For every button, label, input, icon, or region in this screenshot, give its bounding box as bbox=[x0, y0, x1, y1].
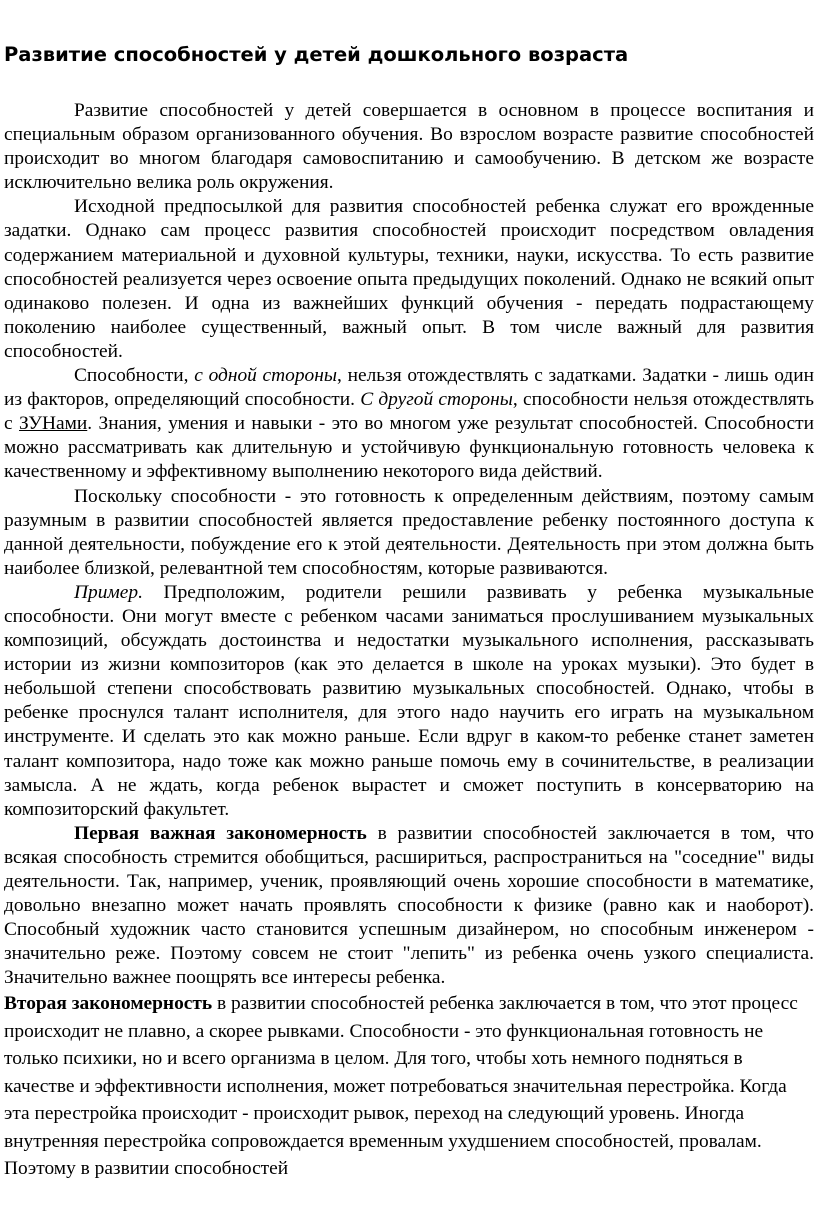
paragraph-3 bbox=[4, 364, 814, 484]
zun-link[interactable]: ЗУНами bbox=[19, 413, 88, 435]
paragraph-1: Развитие способностей у детей совершается в основном в процессе воспитания и специальным образом организованного обучения. Во взрослом возрасте развитие способностей происходит во многом благодаря самовоспитанию и самообучению. В детском же возрасте исключительно велика роль окружения. bbox=[4, 100, 814, 194]
paragraph-3-text-1: Способности, bbox=[74, 365, 195, 387]
paragraph-3-emphasis-2: С другой стороны bbox=[360, 389, 513, 411]
paragraph-6 bbox=[4, 822, 814, 991]
paragraph-3-text-3: , способности нельзя отождествлять с bbox=[4, 389, 815, 435]
paragraph-3-emphasis-1: с одной стороны bbox=[194, 365, 338, 387]
example-label: Пример. bbox=[74, 581, 143, 603]
document-title: Развитие способностей у детей дошкольного возраста bbox=[4, 43, 629, 66]
paragraph-3-text-2: , нельзя отождествлять с задатками. Задатки - лишь один из факторов, определяющий способности. bbox=[4, 365, 814, 411]
paragraph-7 bbox=[4, 990, 814, 1182]
paragraph-3-text-4: . Знания, умения и навыки - это во многом уже результат способностей. Способности можно рассматривать как длительную и устойчивую функциональную готовность человека к качественному и эффективному выполнению некоторого вида действий. bbox=[4, 413, 814, 483]
first-law-label: Первая важная закономерность bbox=[74, 822, 367, 844]
paragraph-6-text: в развитии способностей заключается в том, что всякая способность стремится обобщиться, расшириться, распространиться на "соседние" виды деятельности. Так, например, ученик, проявляющий очень хорошие способности в математике, довольно внезапно может начать проявлять способности к физике (равно как и наоборот). Способный художник часто становится успешным дизайнером, но способным инженером - значительно реже. Поэтому совсем не стоит "лепить" из ребенка очень узкого специалиста. Значительно важнее поощрять все интересы ребенка. bbox=[4, 822, 814, 989]
paragraph-4: Поскольку способности - это готовность к определенным действиям, поэтому самым разумным в развитии способностей является предоставление ребенку постоянного доступа к данной деятельности, побуждение его к этой деятельности. Деятельность при этом должна быть наиболее близкой, релевантной тем способностям, которые развиваются. bbox=[4, 485, 814, 579]
paragraph-5 bbox=[4, 581, 814, 822]
paragraph-7-text: в развитии способностей ребенка заключается в том, что этот процесс происходит не плавно, а скорее рывками. Способности - это функциональная готовность не только психики, но и всего организма в целом. Для того, чтобы хоть немного подняться в качестве и эффективности исполнения, может потребоваться значительная перестройка. Когда эта перестройка происходит - происходит рывок, переход на следующий уровень. Иногда внутренняя перестройка сопровождается временным ухудшением способностей, провалам. Поэтому в развитии способностей bbox=[4, 993, 798, 1179]
paragraph-5-text: Предположим, родители решили развивать у ребенка музыкальные способности. Они могут вместе с ребенком часами заниматься прослушиванием музыкальных композиций, обсуждать достоинства и недостатки музыкального исполнения, рассказывать истории из жизни композиторов (как это делается в школе на уроках музыки). Это будет в небольшой степени способствовать развитию музыкальных способностей. Однако, чтобы в ребенке проснулся талант исполнителя, для этого надо научить его играть на музыкальном инструменте. И сделать это как можно раньше. Если вдруг в каком-то ребенке станет заметен талант композитора, надо тоже как можно раньше помочь ему в сочинительстве, в реализации замысла. А не ждать, когда ребенок вырастет и сможет поступить в консерваторию на композиторский факультет. bbox=[4, 581, 814, 820]
document-body bbox=[4, 99, 814, 1182]
second-law-label: Вторая закономерность bbox=[4, 993, 213, 1015]
paragraph-2: Исходной предпосылкой для развития способностей ребенка служат его врожденные задатки. Однако сам процесс развития способностей происходит посредством овладения содержанием материальной и духовной культуры, техники, науки, искусства. То есть развитие способностей реализуется через освоение опыта предыдущих поколений. Однако не всякий опыт одинаково полезен. И одна из важнейших функций обучения - передать подрастающему поколению наиболее существенный, важный опыт. В том числе важный для развития способностей. bbox=[4, 196, 814, 362]
